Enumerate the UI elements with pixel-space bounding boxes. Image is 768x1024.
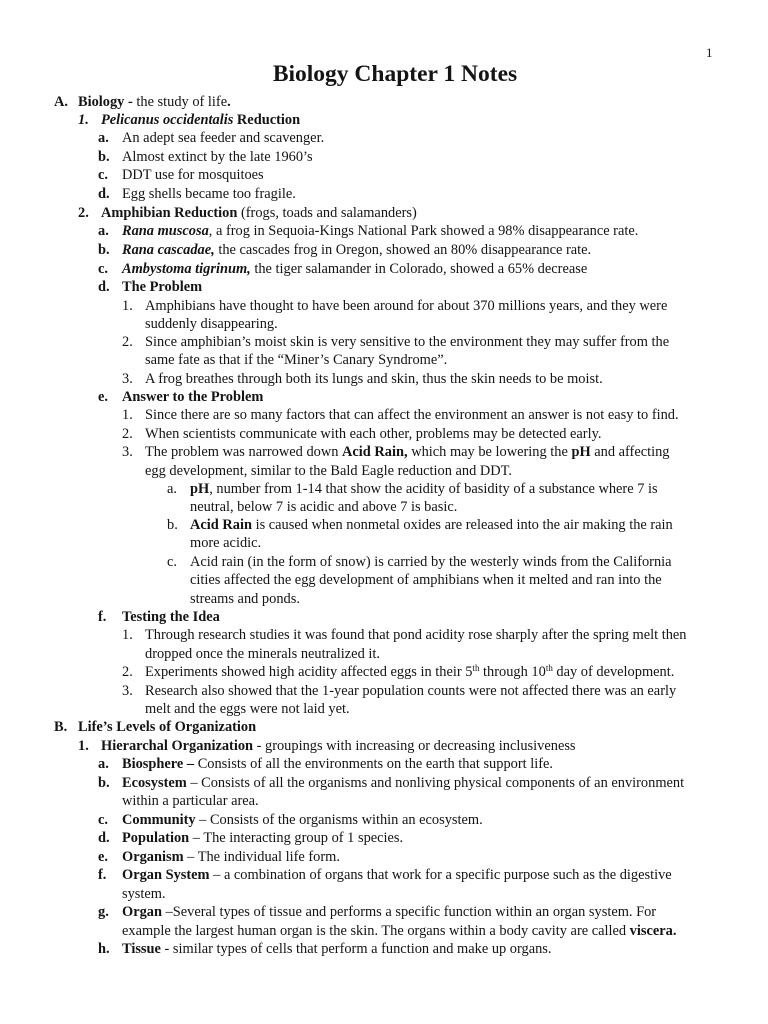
item-label: a. [98, 756, 109, 772]
item-label: b. [98, 775, 110, 791]
item-heading: Answer to the Problem [122, 389, 264, 405]
list-item [98, 811, 483, 829]
subsection-a1-label: 1. [78, 112, 89, 128]
item-continuation: melt and the eggs were not laid yet. [145, 701, 350, 717]
section-a-label: A. [54, 94, 68, 110]
item-text: Almost extinct by the late 1960’s [122, 149, 313, 165]
species-name: Rana cascadae, [122, 242, 215, 258]
term: Community [122, 812, 196, 828]
list-item [98, 388, 264, 406]
subsection-a2-heading: Amphibian Reduction [101, 205, 238, 221]
item-text: the tiger salamander in Colorado, showed a 65% decrease [250, 261, 588, 277]
numbered-item [122, 682, 677, 700]
item-heading: Testing the Idea [122, 609, 220, 625]
item-label: f. [98, 609, 107, 625]
list-item [98, 755, 553, 773]
sub-item-label: b. [167, 517, 178, 533]
subsection-a1-heading-rest: Reduction [233, 112, 301, 128]
item-text: –Several types of tissue and performs a specific function within an organ system. For [161, 904, 657, 920]
item-text: example the largest human organ is the skin. The organs within a body cavity are called [122, 923, 630, 939]
term: Organism [122, 849, 184, 865]
item-text: , a frog in Sequoia-Kings National Park showed a 98% disappearance rate. [208, 223, 639, 239]
numbered-item [122, 370, 603, 388]
item-label: b. [98, 149, 110, 165]
item-text: – Consists of the organisms within an ecosystem. [195, 812, 483, 828]
item-number: 2. [122, 334, 133, 350]
list-item [98, 148, 313, 166]
item-text: Egg shells became too fragile. [122, 186, 296, 202]
item-heading: The Problem [122, 279, 203, 295]
item-continuation: streams and ponds. [190, 591, 300, 607]
subsection-a2-note: (frogs, toads and salamanders) [237, 205, 417, 221]
item-continuation: suddenly disappearing. [145, 316, 278, 332]
item-text: When scientists communicate with each other, problems may be detected early. [145, 426, 602, 442]
numbered-item [122, 425, 602, 443]
item-text: Since there are so many factors that can affect the environment an answer is not easy to find. [145, 407, 679, 423]
page-title: Biology Chapter 1 Notes [272, 61, 518, 87]
item-text: Acid rain (in the form of snow) is carried by the westerly winds from the California [190, 554, 672, 570]
section-a-heading: Biology - [78, 94, 133, 110]
numbered-item [122, 333, 670, 351]
numbered-item [122, 663, 675, 681]
item-continuation: cities affected the egg development of amphibians when it melted and ran into the [190, 572, 662, 588]
sub-item [167, 553, 672, 571]
term: Tissue [122, 941, 161, 957]
numbered-item [122, 297, 668, 315]
list-item [98, 903, 657, 921]
item-text: and affecting [590, 444, 670, 460]
term-ph: pH [190, 481, 210, 497]
subsection-a2-line [78, 204, 417, 222]
term-viscera: viscera. [629, 923, 677, 939]
item-text: Through research studies it was found that pond acidity rose sharply after the spring melt then [145, 627, 687, 643]
sub-item-label: c. [167, 554, 177, 570]
section-b-heading: Life’s Levels of Organization [78, 719, 257, 735]
term-ph: pH [571, 444, 591, 460]
item-number: 1. [122, 407, 133, 423]
item-text: – The individual life form. [183, 849, 340, 865]
numbered-item [122, 443, 670, 461]
item-text: which may be lowering the [407, 444, 572, 460]
subsection-b1-heading: Hierarchal Organization [101, 738, 254, 754]
list-item [98, 608, 220, 626]
section-a-line [54, 93, 231, 111]
item-text: – a combination of organs that work for a specific purpose such as the digestive [209, 867, 672, 883]
term: Biosphere – [122, 756, 195, 772]
section-a-text: the study of life [132, 94, 228, 110]
item-text: Since amphibian’s moist skin is very sensitive to the environment they may suffer from the [145, 334, 670, 350]
subsection-a1-heading-italic: Pelicanus occidentalis [101, 112, 234, 128]
item-text: day of development. [552, 664, 675, 680]
item-label: e. [98, 389, 108, 405]
list-item [98, 129, 325, 147]
item-text: Experiments showed high acidity affected eggs in their 5 [145, 664, 473, 680]
subsection-b1-text: - groupings with increasing or decreasing inclusiveness [253, 738, 576, 754]
term: Organ [122, 904, 162, 920]
item-text: DDT use for mosquitoes [122, 167, 264, 183]
term-acid-rain: Acid Rain [190, 517, 252, 533]
item-text: – Consists of all the organisms and nonliving physical components of an environment [186, 775, 685, 791]
item-text: A frog breathes through both its lungs and skin, thus the skin needs to be moist. [145, 371, 603, 387]
item-label: h. [98, 941, 110, 957]
numbered-item [122, 406, 679, 424]
list-item [98, 260, 588, 278]
numbered-item [122, 626, 687, 644]
item-continuation: within a particular area. [122, 793, 259, 809]
list-item [98, 848, 340, 866]
item-number: 1. [122, 627, 133, 643]
item-text: – The interacting group of 1 species. [189, 830, 404, 846]
list-item [98, 166, 264, 184]
subsection-a1-line [78, 111, 301, 129]
list-item [98, 222, 639, 240]
term: Organ System [122, 867, 210, 883]
superscript: th [472, 663, 480, 673]
item-label: c. [98, 812, 108, 828]
item-text: through 10 [479, 664, 546, 680]
list-item [98, 829, 404, 847]
item-label: d. [98, 830, 110, 846]
item-label: e. [98, 849, 108, 865]
sub-item [167, 516, 673, 534]
item-text: An adept sea feeder and scavenger. [122, 130, 325, 146]
item-label: d. [98, 186, 110, 202]
item-continuation: more acidic. [190, 535, 262, 551]
item-continuation: egg development, similar to the Bald Eagle reduction and DDT. [145, 463, 512, 479]
subsection-b1-line [78, 737, 576, 755]
item-label: a. [98, 223, 109, 239]
list-item [98, 278, 203, 296]
item-label: a. [98, 130, 109, 146]
list-item [98, 185, 296, 203]
list-item [98, 866, 672, 884]
item-continuation [122, 922, 676, 940]
item-continuation: neutral, below 7 is acidic and above 7 is basic. [190, 499, 458, 515]
item-label: f. [98, 867, 107, 883]
item-text: the cascades frog in Oregon, showed an 80% disappearance rate. [214, 242, 592, 258]
page-number: 1 [706, 45, 713, 60]
section-b-label: B. [54, 719, 68, 735]
item-text: Research also showed that the 1-year population counts were not affected there was an early [145, 683, 677, 699]
subsection-a2-label: 2. [78, 205, 89, 221]
species-name: Rana muscosa [122, 223, 209, 239]
species-name: Ambystoma tigrinum, [122, 261, 251, 277]
item-continuation: system. [122, 886, 166, 902]
list-item [98, 940, 552, 958]
term-acid-rain: Acid Rain, [342, 444, 408, 460]
term: Population [122, 830, 190, 846]
item-number: 3. [122, 444, 133, 460]
item-number: 3. [122, 683, 133, 699]
item-continuation: same fate as that if the “Miner’s Canary Syndrome”. [145, 352, 448, 368]
item-label: b. [98, 242, 110, 258]
term: Ecosystem [122, 775, 187, 791]
item-label: g. [98, 904, 109, 920]
item-text: The problem was narrowed down [145, 444, 343, 460]
superscript: th [545, 663, 553, 673]
subsection-b1-label: 1. [78, 738, 89, 754]
sub-item [167, 480, 658, 498]
sub-item-label: a. [167, 481, 177, 497]
item-text: is caused when nonmetal oxides are released into the air making the rain [251, 517, 673, 533]
section-a-period: . [227, 94, 231, 110]
item-continuation: dropped once the minerals neutralized it. [145, 646, 380, 662]
item-number: 3. [122, 371, 133, 387]
item-label: c. [98, 261, 108, 277]
item-text: Consists of all the environments on the earth that support life. [194, 756, 553, 772]
item-text: - similar types of cells that perform a function and make up organs. [160, 941, 552, 957]
list-item [98, 241, 592, 259]
item-text: , number from 1-14 that show the acidity of basidity of a substance where 7 is [209, 481, 658, 497]
item-number: 2. [122, 426, 133, 442]
item-label: d. [98, 279, 110, 295]
list-item [98, 774, 685, 792]
item-number: 2. [122, 664, 133, 680]
section-b-line [54, 718, 257, 736]
item-number: 1. [122, 298, 133, 314]
item-text: Amphibians have thought to have been around for about 370 millions years, and they were [145, 298, 668, 314]
item-label: c. [98, 167, 108, 183]
